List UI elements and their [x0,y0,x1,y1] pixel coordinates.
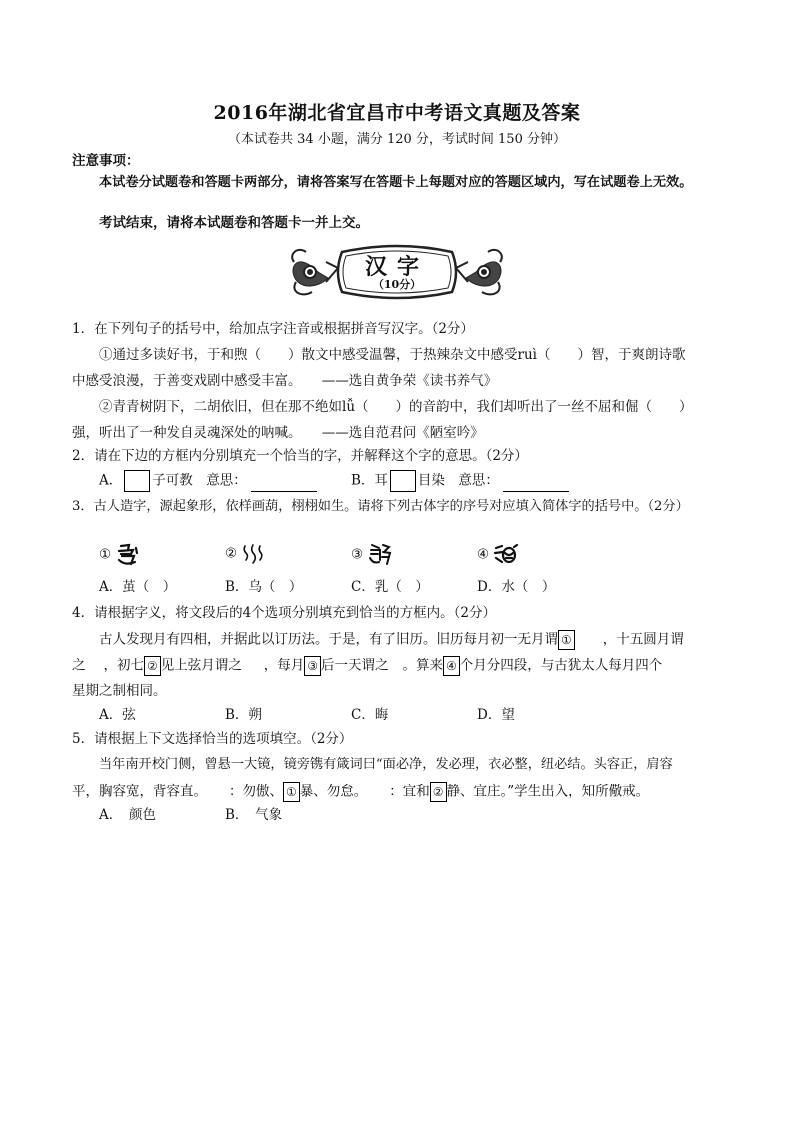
q2-meaning-blank-b[interactable] [503,477,569,492]
notice-item-1: 本试卷分试题卷和答题卡两部分，请将答案写在答题卡上每题对应的答题区域内，写在试题卷上无效。 [99,175,693,190]
q4-option-b: B．朔 [225,707,262,723]
notice-item-2: 考试结束，请将本试题卷和答题卡一并上交。 [99,215,369,231]
q3-option-d: D．水（ ） [477,579,556,595]
q5-passage-line-2 [72,782,649,802]
section-score: （10分） [372,278,422,291]
q5-stem: 5．请根据上下文选择恰当的选项填空。（2分） [72,731,353,747]
q4-text: ，每月 [263,657,305,674]
q3-glyph-label: ③ [351,546,364,563]
q4-text: 。算来 [402,657,444,674]
q2-option-b-label: B．耳 [351,472,388,489]
q1-passage-1-line-1: ①通过多读好书，于和煦（ ）散文中感受温馨，于热辣杂文中感受ruì（ ）智，于爽朗诗歌 [99,347,686,363]
q3-option-b: B．乌（ ） [225,579,303,595]
q5-blank-box-2[interactable]: ② [430,782,447,802]
section-name: 汉字 [364,254,429,280]
q2-option-a [99,470,317,492]
ancient-milk-glyph-icon [367,542,393,568]
q5-blank-box-1[interactable]: ① [283,782,300,802]
q4-text: ，十五圆月谓 [602,631,684,648]
q4-blank-box-3[interactable]: ③ [304,656,321,676]
q2-option-a-text: 子可教 意思： [152,472,247,489]
q5-option-a: A． 颜色 [99,807,156,823]
q5-text: ：宜和 [389,783,430,800]
q5-text: 静、宜庄。”学生出入，知所儆戒。 [446,783,650,800]
q2-option-b-text: 目染 意思： [417,472,499,489]
section-banner [288,242,506,302]
q2-option-a-label: A． [99,472,123,489]
q3-glyph-label: ② [225,545,238,562]
q4-passage-line-2 [72,656,662,676]
ancient-cocoon-glyph-icon [493,542,519,568]
ancient-water-glyph-icon [241,542,265,566]
q5-option-b: B． 气象 [225,807,283,823]
q4-blank-box-1[interactable]: ① [558,630,575,650]
q4-blank-box-2[interactable]: ② [144,656,161,676]
page-title: 2016年湖北省宜昌市中考语文真题及答案 [213,102,581,124]
q3-glyph-1 [99,542,141,568]
q4-text: 之 [72,657,86,674]
q4-option-a: A．弦 [99,707,136,723]
q4-stem: 4．请根据字义，将文段后的4个选项分别填充到恰当的方框内。（2分） [72,605,497,621]
q4-text: 个月分四段，与古犹太人每月四个 [459,657,663,674]
q1-passage-2-line-2: 强，听出了一种发自灵魂深处的呐喊。 ——选自范君问《陋室吟》 [72,425,484,441]
q4-blank-box-4[interactable]: ④ [443,656,460,676]
q5-passage-line-1: 当年南开校门侧，曾悬一大镜，镜旁镌有箴词曰“面必净，发必理，衣必整，纽必结。头容正，肩容 [99,757,673,772]
q5-text: 暴、勿怠。 [299,783,368,800]
q4-passage-line-1 [99,630,684,650]
q2-answer-box-a[interactable] [124,470,150,492]
q2-option-b [351,470,569,492]
q3-stem: 3．古人造字，源起象形，依样画葫，栩栩如生。请将下列古体字的序号对应填入简体字的括号中。（2分） [72,499,689,514]
q3-glyph-3 [351,542,393,568]
q2-meaning-blank-a[interactable] [251,477,317,492]
q3-glyph-2 [225,542,265,566]
q1-passage-1-line-2: 中感受浪漫，于善变戏剧中感受丰富。 ——选自黄争荣《读书养气》 [72,373,498,389]
q4-option-d: D．望 [477,707,515,723]
q3-glyph-label: ④ [477,546,490,563]
q3-option-a: A．茧（ ） [99,579,177,595]
q2-stem: 2．请在下边的方框内分别填充一个恰当的字，并解释这个字的意思。（2分） [72,448,528,464]
q4-text: 后一天谓之 [321,657,389,674]
q3-option-c: C．乳（ ） [351,579,429,595]
q4-text: 见上弦月谓之 [160,657,242,674]
notice-heading: 注意事项： [72,153,140,169]
q2-answer-box-b[interactable] [390,470,416,492]
q3-glyph-label: ① [99,546,112,563]
q4-option-c: C．晦 [351,707,389,723]
q3-glyph-4 [477,542,519,568]
ancient-bird-glyph-icon [115,542,141,568]
q4-text: ，初七 [103,657,144,674]
q5-text: ：勿傲、 [229,783,283,800]
q4-passage-line-3: 星期之制相同。 [72,683,167,699]
q1-passage-2-line-1: ②青青树阴下，二胡依旧，但在那不绝如lǚ（ ）的音韵中，我们却听出了一丝不屈和倔（ ） [99,399,693,415]
page-subtitle: （本试卷共 34 小题，满分 120 分，考试时间 150 分钟） [228,132,566,147]
q4-text: 古人发现月有四相，并据此以订历法。于是，有了旧历。旧历每月初一无月谓 [99,631,558,648]
q1-stem: 1．在下列句子的括号中，给加点字注音或根据拼音写汉字。（2分） [72,321,474,337]
q5-text: 平，胸容宽，背容直。 [72,783,207,800]
